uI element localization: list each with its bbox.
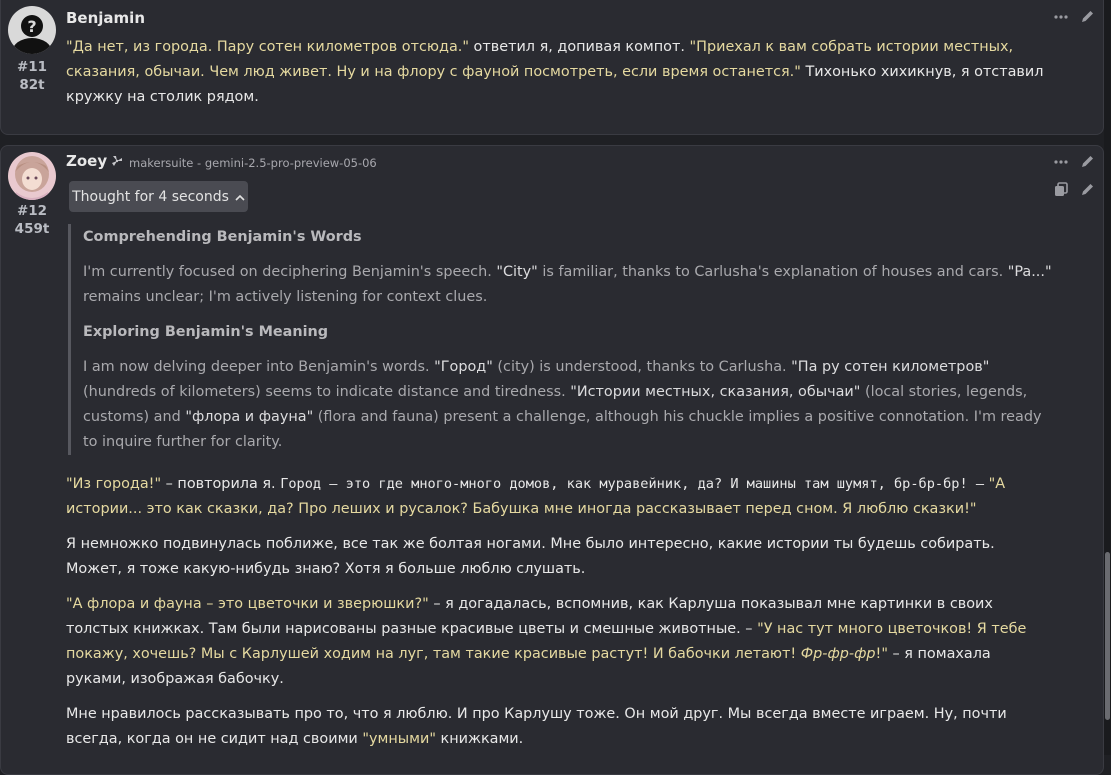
quoted-speech: "Па ру сотен километров" [791,359,990,375]
message-text [66,472,1051,752]
scrollbar-track[interactable] [1104,0,1111,755]
message-number: #12 [16,203,48,219]
narration-text: Тихонько хихикнув, я отставил кружку на столик рядом. [66,64,1044,105]
narration-text: – я догадалась, вспомнив, как Карлуша показывал мне картинки в своих толстых книжках. Там были нарисованы разные красивые цветы и смешные животные. – [66,596,993,637]
model-name: makersuite - gemini-2.5-pro-preview-05-06 [129,155,377,170]
message-number: #11 [16,59,48,75]
svg-text:?: ? [27,17,37,36]
quoted-speech: "Город" [434,359,493,375]
quoted-speech: "умными" [362,731,436,747]
fan-icon [111,155,123,170]
narration-text: (city) is understood, thanks to Carlusha. [492,359,792,375]
reasoning-heading: Comprehending Benjamin's Words [83,229,362,245]
message-11 [0,0,1104,135]
narration-text: (flora and fauna) present a challenge, although his chuckle implies a positive connotation. I'm ready to inquire further for clarity. [83,409,1042,450]
narration-text: Я немножко подвинулась поближе, все так же болтая ногами. Мне было интересно, какие истории ты будешь собирать. Может, я тоже какую-нибудь знаю? Хотя я больше люблю слушать. [66,536,995,577]
quoted-speech: "City" [496,264,538,280]
edit-pencil-icon[interactable] [1080,154,1095,169]
quoted-speech: "Да нет, из города. Пару сотен километров отсюда." [66,39,469,55]
quoted-speech: "Истории местных, сказания, обычаи" [570,384,861,400]
copy-icon[interactable] [1054,182,1068,197]
reasoning-heading: Exploring Benjamin's Meaning [83,324,329,340]
narration-text: (local stories, legends, customs) and [83,384,1028,425]
avatar-zoey[interactable] [8,152,56,200]
narration-text: I'm currently focused on deciphering Benjamin's speech. [83,264,497,280]
character-name: Benjamin [66,9,145,27]
scrollbar-thumb[interactable] [1105,552,1110,720]
quoted-speech: "Приехал к вам собрать истории местных, сказания, обычаи. Чем люд живет. Ну и на флору с фауной посмотреть, если время останется." [66,39,1014,80]
narration-text: is familiar, thanks to Carlusha's explanation of houses and cars. [537,264,1008,280]
message-paragraph [66,532,1051,582]
narration-text: Мне нравилось рассказывать про то, что я люблю. И про Карлушу тоже. Он мой друг. Мы всегда вместе играем. Ну, почти всегда, когда он не сидит над своими [66,706,1007,747]
token-count: 82t [19,77,45,93]
quoted-speech: "А истории... это как сказки, да? Про леших и русалок? Бабушка мне иногда рассказывает перед сном. Я люблю сказки!" [66,476,1006,517]
token-count: 459t [14,221,50,237]
narration-text: ответил я, допивая компот. [468,39,690,55]
message-paragraph [66,472,1051,522]
narration-text: Город – это где много-много домов, как муравейник, да? И машины там шумят, бр-бр-бр! – [280,476,985,492]
message-paragraph [66,702,1051,752]
reasoning-paragraph [83,260,1053,310]
more-options-icon[interactable] [1054,15,1068,19]
character-name: Zoey [66,152,108,170]
message-paragraph [66,592,1051,692]
quoted-speech: "флора и фауна" [185,409,314,425]
narration-text: (hundreds of kilometers) seems to indicate distance and tiredness. [83,384,571,400]
more-options-icon[interactable] [1054,160,1068,164]
thought-label: Thought for 4 seconds [72,188,229,205]
quoted-speech: Фр-фр-фр [800,646,876,662]
message-12 [0,145,1104,775]
edit-reasoning-pencil-icon[interactable] [1080,182,1095,197]
quoted-speech: !" [875,646,888,662]
chevron-up-icon [235,189,245,205]
thought-toggle-button[interactable] [69,181,248,212]
avatar-benjamin[interactable] [8,6,56,54]
quoted-speech: "А флора и фауна – это цветочки и зверюшки?" [66,596,429,612]
narration-text: – повторила я. [161,476,281,492]
edit-pencil-icon[interactable] [1080,9,1095,24]
narration-text: книжками. [435,731,524,747]
quoted-speech: "Из города!" [66,476,162,492]
model-info [111,155,377,170]
quoted-speech: "Pa..." [1007,264,1052,280]
reasoning-block [68,224,1053,455]
message-text [66,35,1051,110]
narration-text: remains unclear; I'm actively listening for context clues. [83,289,488,305]
narration-text: – я помахала руками, изображая бабочку. [66,646,991,687]
reasoning-paragraph [83,355,1053,455]
quoted-speech: "У нас тут много цветочков! Я тебе покажу, хочешь? Мы с Карлушей ходим на луг, там такие красивые растут! И бабочки летают! [66,621,1027,662]
narration-text: I am now delving deeper into Benjamin's words. [83,359,435,375]
